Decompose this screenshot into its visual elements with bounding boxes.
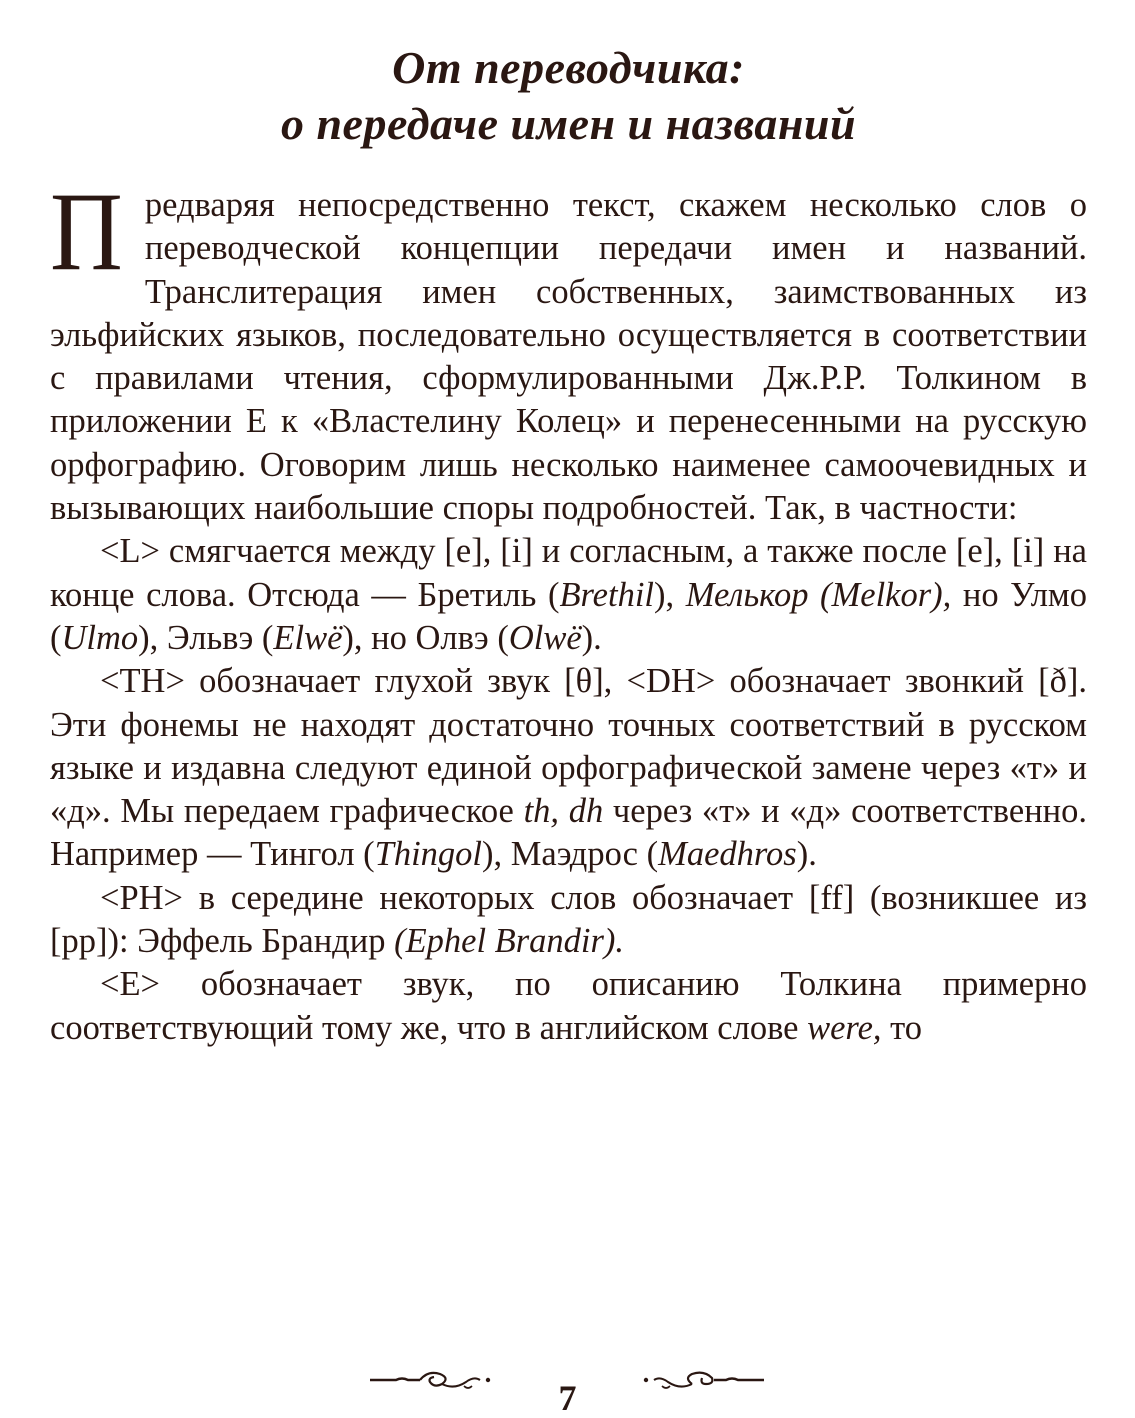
paragraph-ph-rule (50, 877, 1087, 964)
italic-run: Ulmo (61, 618, 139, 657)
text-run: ), Маэдрос ( (482, 835, 659, 874)
italic-run: Elwë (273, 618, 343, 657)
drop-cap: П (50, 170, 123, 294)
page-number: 7 (558, 1378, 577, 1418)
text-run: <PH> в середине некоторых слов обозначает [ff] (возникшее из [pp]): Эффель Брандир (50, 878, 1087, 961)
text-run: ), Эльвэ ( (138, 618, 274, 657)
italic-run: Brethil (559, 575, 654, 614)
text-run: ), но Олвэ ( (342, 618, 509, 657)
text-run: <TH> обозначает глухой звук [θ], <DH> обозначает звонкий [ð]. Эти фонемы не находят достаточно точных соответствий в русском языке и издавна следуют единой орфографической замене через «т» и «д». Мы передаем графическое (50, 662, 1087, 831)
text-run: но Улмо ( (50, 575, 1088, 657)
body-text (50, 170, 1088, 1050)
paragraph-l-rule (50, 530, 1087, 660)
italic-run: (Ephel Brandir). (394, 922, 625, 961)
text-run: <L> смягчается между [e], [i] и согласным, а также после [e], [i] на конце слова. Отсюда — Бретиль ( (50, 532, 1087, 614)
text-run: <E> обозначает звук, по описанию Толкина примерно соответствующий тому же, что в английском слове (50, 965, 1087, 1047)
paragraph-e-rule (50, 963, 1087, 1050)
italic-run: were, (807, 1008, 882, 1047)
intro-text: редваряя непосредственно текст, скажем несколько слов о переводческой концепции передачи имен и названий. Транслитерация имен собственных, заимствованных из эльфийских языков, последовательно осуществляется в соответствии с правилами чтения, сформулированными Дж.Р.Р. Толкином в приложении Е к «Властелину Колец» и перенесенными на русскую орфографию. Оговорим лишь несколько наименее самоочевидных и вызывающих наибольшие споры подробностей. Так, в частности: (50, 186, 1087, 528)
italic-run: Maedhros (658, 835, 797, 874)
text-run: ). (796, 835, 817, 874)
intro-paragraph (50, 170, 1087, 530)
text-run: через «т» и «д» соответственно. Например — Тингол ( (50, 792, 1087, 874)
text-run: ). (581, 618, 602, 657)
page-title (50, 40, 1087, 152)
italic-run: Thingol (374, 835, 483, 874)
italic-run: Мелькор (Melkor), (685, 575, 952, 614)
text-run: то (881, 1008, 923, 1047)
italic-run: th, dh (523, 792, 604, 831)
title-line-1: От переводчика: (392, 42, 745, 93)
title-line-2: о передаче имен и названий (280, 98, 857, 149)
paragraph-th-rule (50, 660, 1087, 876)
text-run: ), (654, 575, 686, 614)
italic-run: Olwë (508, 618, 582, 657)
